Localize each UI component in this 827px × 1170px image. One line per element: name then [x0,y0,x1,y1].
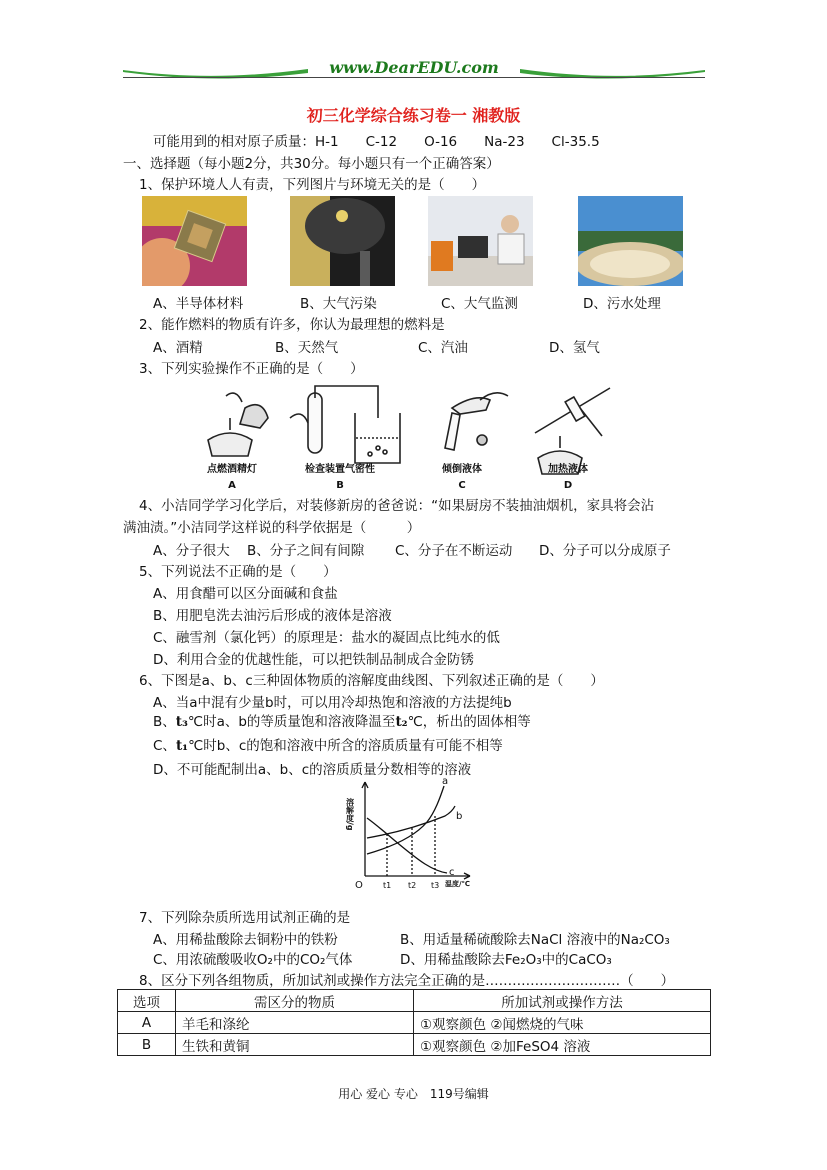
q4-option-b: B、分子之间有间隙 [247,543,365,559]
q6-option-c [153,734,503,754]
solubility-curve-graph [345,776,475,894]
q5-option-b: B、用肥皂洗去油污后形成的液体是溶液 [153,608,392,624]
heating-d-drawing [535,388,610,474]
photo-sewage-treatment [578,196,683,286]
q8-table [117,989,711,1056]
q3-letter-c: C [458,480,466,491]
table-header-cell: 需区分的物质 [176,990,414,1012]
q1-option-a: A、半导体材料 [153,296,244,312]
q6-option-d: D、不可能配制出a、b、c的溶质质量分数相等的溶液 [153,762,472,778]
q7-stem: 7、下列除杂质所选用试剂正确的是 [139,910,351,926]
table-row [118,1012,711,1034]
q4-option-a: A、分子很大 [153,543,230,559]
page-title: 初三化学综合练习卷一 湘教版 [306,106,521,125]
q2-stem: 2、能作燃料的物质有许多，你认为最理想的燃料是 [139,317,445,333]
q6-option-b-post: ℃，析出的固体相等 [407,714,531,730]
section-heading: 一、选择题（每小题2分，共30分。每小题只有一个正确答案） [123,156,500,172]
q5-option-d: D、利用合金的优越性能，可以把铁制品制成合金防锈 [153,652,474,668]
header-rule [123,77,705,78]
photo-semiconductor [142,196,247,286]
q7-option-a: A、用稀盐酸除去铜粉中的铁粉 [153,932,338,948]
q5-stem: 5、下列说法不正确的是（ ） [139,564,337,580]
q2-option-b: B、天然气 [275,340,339,356]
page-footer: 用心 爱心 专心 119号编辑 [338,1087,489,1101]
q1-option-b: B、大气污染 [300,296,377,312]
q2-option-c: C、汽油 [418,340,468,356]
q3-caption-c: 倾倒液体 [442,464,482,475]
q5-option-a: A、用食醋可以区分面碱和食盐 [153,586,338,602]
curve-label-b: b [456,811,463,822]
table-row [118,1034,711,1056]
site-url-text: www.DearEDU.com [329,58,499,77]
q1-option-d: D、污水处理 [583,296,661,312]
q8-stem: 8、区分下列各组物质，所加试剂或操作方法完全正确的是…………………………（ ） [139,973,675,989]
table-cell: 生铁和黄铜 [176,1034,414,1056]
q3-caption-d: 加热液体 [548,464,588,475]
q6-option-c-prefix: C、 [153,738,176,754]
photo-air-pollution [290,196,395,286]
q5-option-c: C、融雪剂（氯化钙）的原理是：盐水的凝固点比纯水的低 [153,630,500,646]
atomic-masses: 可能用到的相对原子质量：H-1 C-12 O-16 Na-23 Cl-35.5 [153,134,600,150]
curve-a [367,786,444,854]
table-header-cell: 所加试剂或操作方法 [414,990,711,1012]
q1-option-c: C、大气监测 [441,296,518,312]
q3-lab-operations-figure [190,378,630,493]
graph-tick-t3: t3 [431,881,440,890]
q4-option-d: D、分子可以分成原子 [539,543,671,559]
q4-stem-line2: 满油渍。”小洁同学这样说的科学依据是（ ） [123,520,421,536]
curve-label-c: c [449,867,455,878]
table-cell: A [118,1012,176,1034]
graph-ylabel: 溶解度/g [345,798,355,831]
q6-t3-symbol: t₃ [175,714,188,730]
graph-xlabel: 温度/℃ [445,880,471,888]
q3-caption-a: 点燃酒精灯 [207,464,257,475]
q7-option-d: D、用稀盐酸除去Fe₂O₃中的CaCO₃ [400,952,612,968]
q6-option-c-post: ℃时b、c的饱和溶液中所含的溶质质量有可能不相等 [188,738,503,754]
q3-stem: 3、下列实验操作不正确的是（ ） [139,361,364,377]
table-header-cell: 选项 [118,990,176,1012]
q6-t2-symbol: t₂ [395,714,408,730]
q6-stem: 6、下图是a、b、c三种固体物质的溶解度曲线图、下列叙述正确的是（ ） [139,673,604,689]
q4-option-c: C、分子在不断运动 [395,543,513,559]
q6-option-b [153,710,531,730]
graph-tick-t1: t1 [383,881,392,890]
curve-b [367,806,455,838]
airtightness-b-drawing [290,386,400,463]
table-header-row [118,990,711,1012]
q6-t1-symbol: t₁ [175,738,189,754]
table-cell: B [118,1034,176,1056]
q2-option-a: A、酒精 [153,340,203,356]
curve-label-a: a [442,776,449,787]
q4-stem-line1: 4、小洁同学学习化学后，对装修新房的爸爸说：“如果厨房不装抽油烟机，家具将会沾 [139,498,655,514]
table-cell: ①观察颜色 ②闻燃烧的气味 [414,1012,711,1034]
table-cell: ①观察颜色 ②加FeSO4 溶液 [414,1034,711,1056]
q3-caption-b: 检查装置气密性 [305,464,375,475]
q3-letter-d: D [563,480,573,491]
pouring-c-drawing [445,393,508,450]
q6-option-b-mid: ℃时a、b的等质量饱和溶液降温至 [187,714,396,730]
q6-option-a: A、当a中混有少量b时，可以用冷却热饱和溶液的方法提纯b [153,695,512,711]
q3-letter-b: B [336,480,344,491]
q2-option-d: D、氢气 [549,340,600,356]
q3-letter-a: A [228,480,236,491]
q7-option-c: C、用浓硫酸吸收O₂中的CO₂气体 [153,952,353,968]
graph-tick-t2: t2 [408,881,417,890]
q1-stem: 1、保护环境人人有责，下列图片与环境无关的是（ ） [139,177,486,193]
table-cell: 羊毛和涤纶 [176,1012,414,1034]
q6-option-b-prefix: B、 [153,714,176,730]
graph-origin: O [355,880,363,891]
alcohol-lamp-a-drawing [208,393,268,456]
q7-option-b: B、用适量稀硫酸除去NaCl 溶液中的Na₂CO₃ [400,932,670,948]
photo-air-monitoring [428,196,533,286]
